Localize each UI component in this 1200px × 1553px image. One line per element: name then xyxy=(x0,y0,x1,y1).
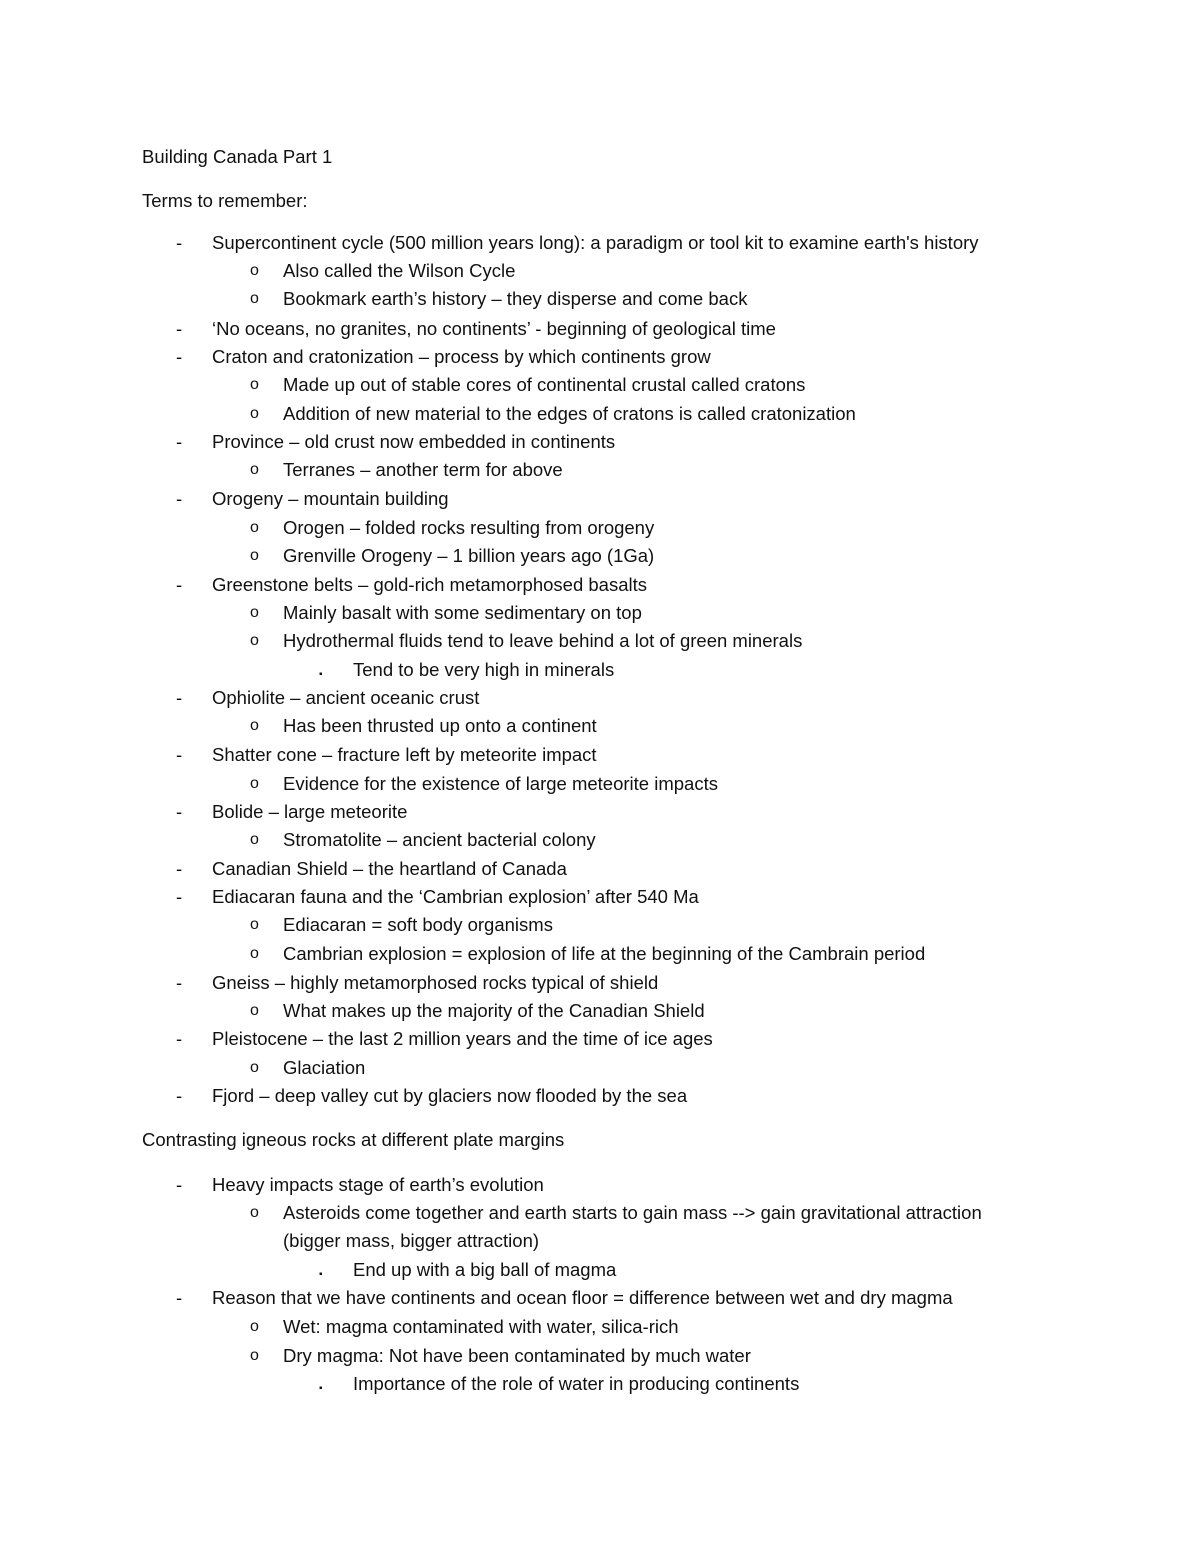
dash-bullet: - xyxy=(176,488,183,509)
list-item-text: Tend to be very high in minerals xyxy=(353,659,615,680)
list-item-text: ‘No oceans, no granites, no continents’ - beginning of geological time xyxy=(212,318,776,339)
list-item-text: Hydrothermal fluids tend to leave behind a lot of green minerals xyxy=(283,630,803,651)
document-title: Building Canada Part 1 xyxy=(142,146,333,167)
circle-bullet: o xyxy=(250,945,259,962)
circle-bullet: o xyxy=(250,262,259,279)
list-item-text: Evidence for the existence of large meteorite impacts xyxy=(283,773,718,794)
list-item-text: Addition of new material to the edges of cratons is called cratonization xyxy=(283,403,856,424)
square-bullet: ▪ xyxy=(319,1269,323,1280)
circle-bullet: o xyxy=(250,547,259,564)
dash-bullet: - xyxy=(176,687,183,708)
list-item-text: What makes up the majority of the Canadian Shield xyxy=(283,1000,705,1021)
list-item-text: Ediacaran fauna and the ‘Cambrian explosion’ after 540 Ma xyxy=(212,886,699,907)
circle-bullet: o xyxy=(250,290,259,307)
dash-bullet: - xyxy=(176,886,183,907)
square-bullet: ▪ xyxy=(319,669,323,680)
list-item-text: Terranes – another term for above xyxy=(283,459,563,480)
list-item-text: Reason that we have continents and ocean floor = difference between wet and dry magma xyxy=(212,1287,953,1308)
circle-bullet: o xyxy=(250,604,259,621)
circle-bullet: o xyxy=(250,1059,259,1076)
list-item-text: Dry magma: Not have been contaminated by much water xyxy=(283,1345,751,1366)
circle-bullet: o xyxy=(250,405,259,422)
circle-bullet: o xyxy=(250,376,259,393)
list-item-text: Canadian Shield – the heartland of Canada xyxy=(212,858,567,879)
list-item-text: Ediacaran = soft body organisms xyxy=(283,914,553,935)
list-item-text: Stromatolite – ancient bacterial colony xyxy=(283,829,596,850)
list-item-text: Province – old crust now embedded in continents xyxy=(212,431,616,452)
list-item-text: End up with a big ball of magma xyxy=(353,1259,617,1280)
list-item-text: Grenville Orogeny – 1 billion years ago (1Ga) xyxy=(283,545,655,566)
list-item-text: Importance of the role of water in producing continents xyxy=(353,1373,800,1394)
dash-bullet: - xyxy=(176,431,183,452)
list-item-text: Bookmark earth’s history – they disperse and come back xyxy=(283,288,748,309)
circle-bullet: o xyxy=(250,717,259,734)
dash-bullet: - xyxy=(176,1085,183,1106)
list-item-text: Gneiss – highly metamorphosed rocks typical of shield xyxy=(212,972,659,993)
square-bullet: ▪ xyxy=(319,1383,323,1394)
list-item-text: Cambrian explosion = explosion of life at the beginning of the Cambrain period xyxy=(283,943,926,964)
dash-bullet: - xyxy=(176,972,183,993)
list-item-text: Mainly basalt with some sedimentary on top xyxy=(283,602,642,623)
circle-bullet: o xyxy=(250,831,259,848)
list-item-text: Wet: magma contaminated with water, silica-rich xyxy=(283,1316,679,1337)
list-item-text: Greenstone belts – gold-rich metamorphosed basalts xyxy=(212,574,647,595)
circle-bullet: o xyxy=(250,1002,259,1019)
circle-bullet: o xyxy=(250,1347,259,1364)
dash-bullet: - xyxy=(176,858,183,879)
list-item-text: Glaciation xyxy=(283,1057,366,1078)
list-item-continuation: (bigger mass, bigger attraction) xyxy=(283,1230,540,1251)
dash-bullet: - xyxy=(176,744,183,765)
circle-bullet: o xyxy=(250,1318,259,1335)
dash-bullet: - xyxy=(176,346,183,367)
dash-bullet: - xyxy=(176,574,183,595)
terms-heading: Terms to remember: xyxy=(142,190,308,211)
circle-bullet: o xyxy=(250,775,259,792)
dash-bullet: - xyxy=(176,318,183,339)
list-item-text: Has been thrusted up onto a continent xyxy=(283,715,597,736)
circle-bullet: o xyxy=(250,916,259,933)
list-item-text: Pleistocene – the last 2 million years and the time of ice ages xyxy=(212,1028,713,1049)
dash-bullet: - xyxy=(176,1174,183,1195)
list-item-text: Orogen – folded rocks resulting from orogeny xyxy=(283,517,655,538)
dash-bullet: - xyxy=(176,1287,183,1308)
dash-bullet: - xyxy=(176,801,183,822)
list-item-text: Fjord – deep valley cut by glaciers now flooded by the sea xyxy=(212,1085,688,1106)
section-heading: Contrasting igneous rocks at different plate margins xyxy=(142,1129,565,1150)
list-item-text: Orogeny – mountain building xyxy=(212,488,449,509)
list-item-text: Ophiolite – ancient oceanic crust xyxy=(212,687,480,708)
dash-bullet: - xyxy=(176,232,183,253)
list-item-text: Bolide – large meteorite xyxy=(212,801,408,822)
list-item-text: Supercontinent cycle (500 million years long): a paradigm or tool kit to examine earth's history xyxy=(212,232,979,253)
circle-bullet: o xyxy=(250,632,259,649)
list-item-text: Also called the Wilson Cycle xyxy=(283,260,516,281)
circle-bullet: o xyxy=(250,519,259,536)
list-item-text: Shatter cone – fracture left by meteorite impact xyxy=(212,744,597,765)
list-item-text: Asteroids come together and earth starts to gain mass --> gain gravitational attraction xyxy=(283,1202,982,1223)
dash-bullet: - xyxy=(176,1028,183,1049)
circle-bullet: o xyxy=(250,461,259,478)
circle-bullet: o xyxy=(250,1204,259,1221)
list-item-text: Made up out of stable cores of continental crustal called cratons xyxy=(283,374,806,395)
list-item-text: Craton and cratonization – process by which continents grow xyxy=(212,346,711,367)
list-item-text: Heavy impacts stage of earth’s evolution xyxy=(212,1174,544,1195)
